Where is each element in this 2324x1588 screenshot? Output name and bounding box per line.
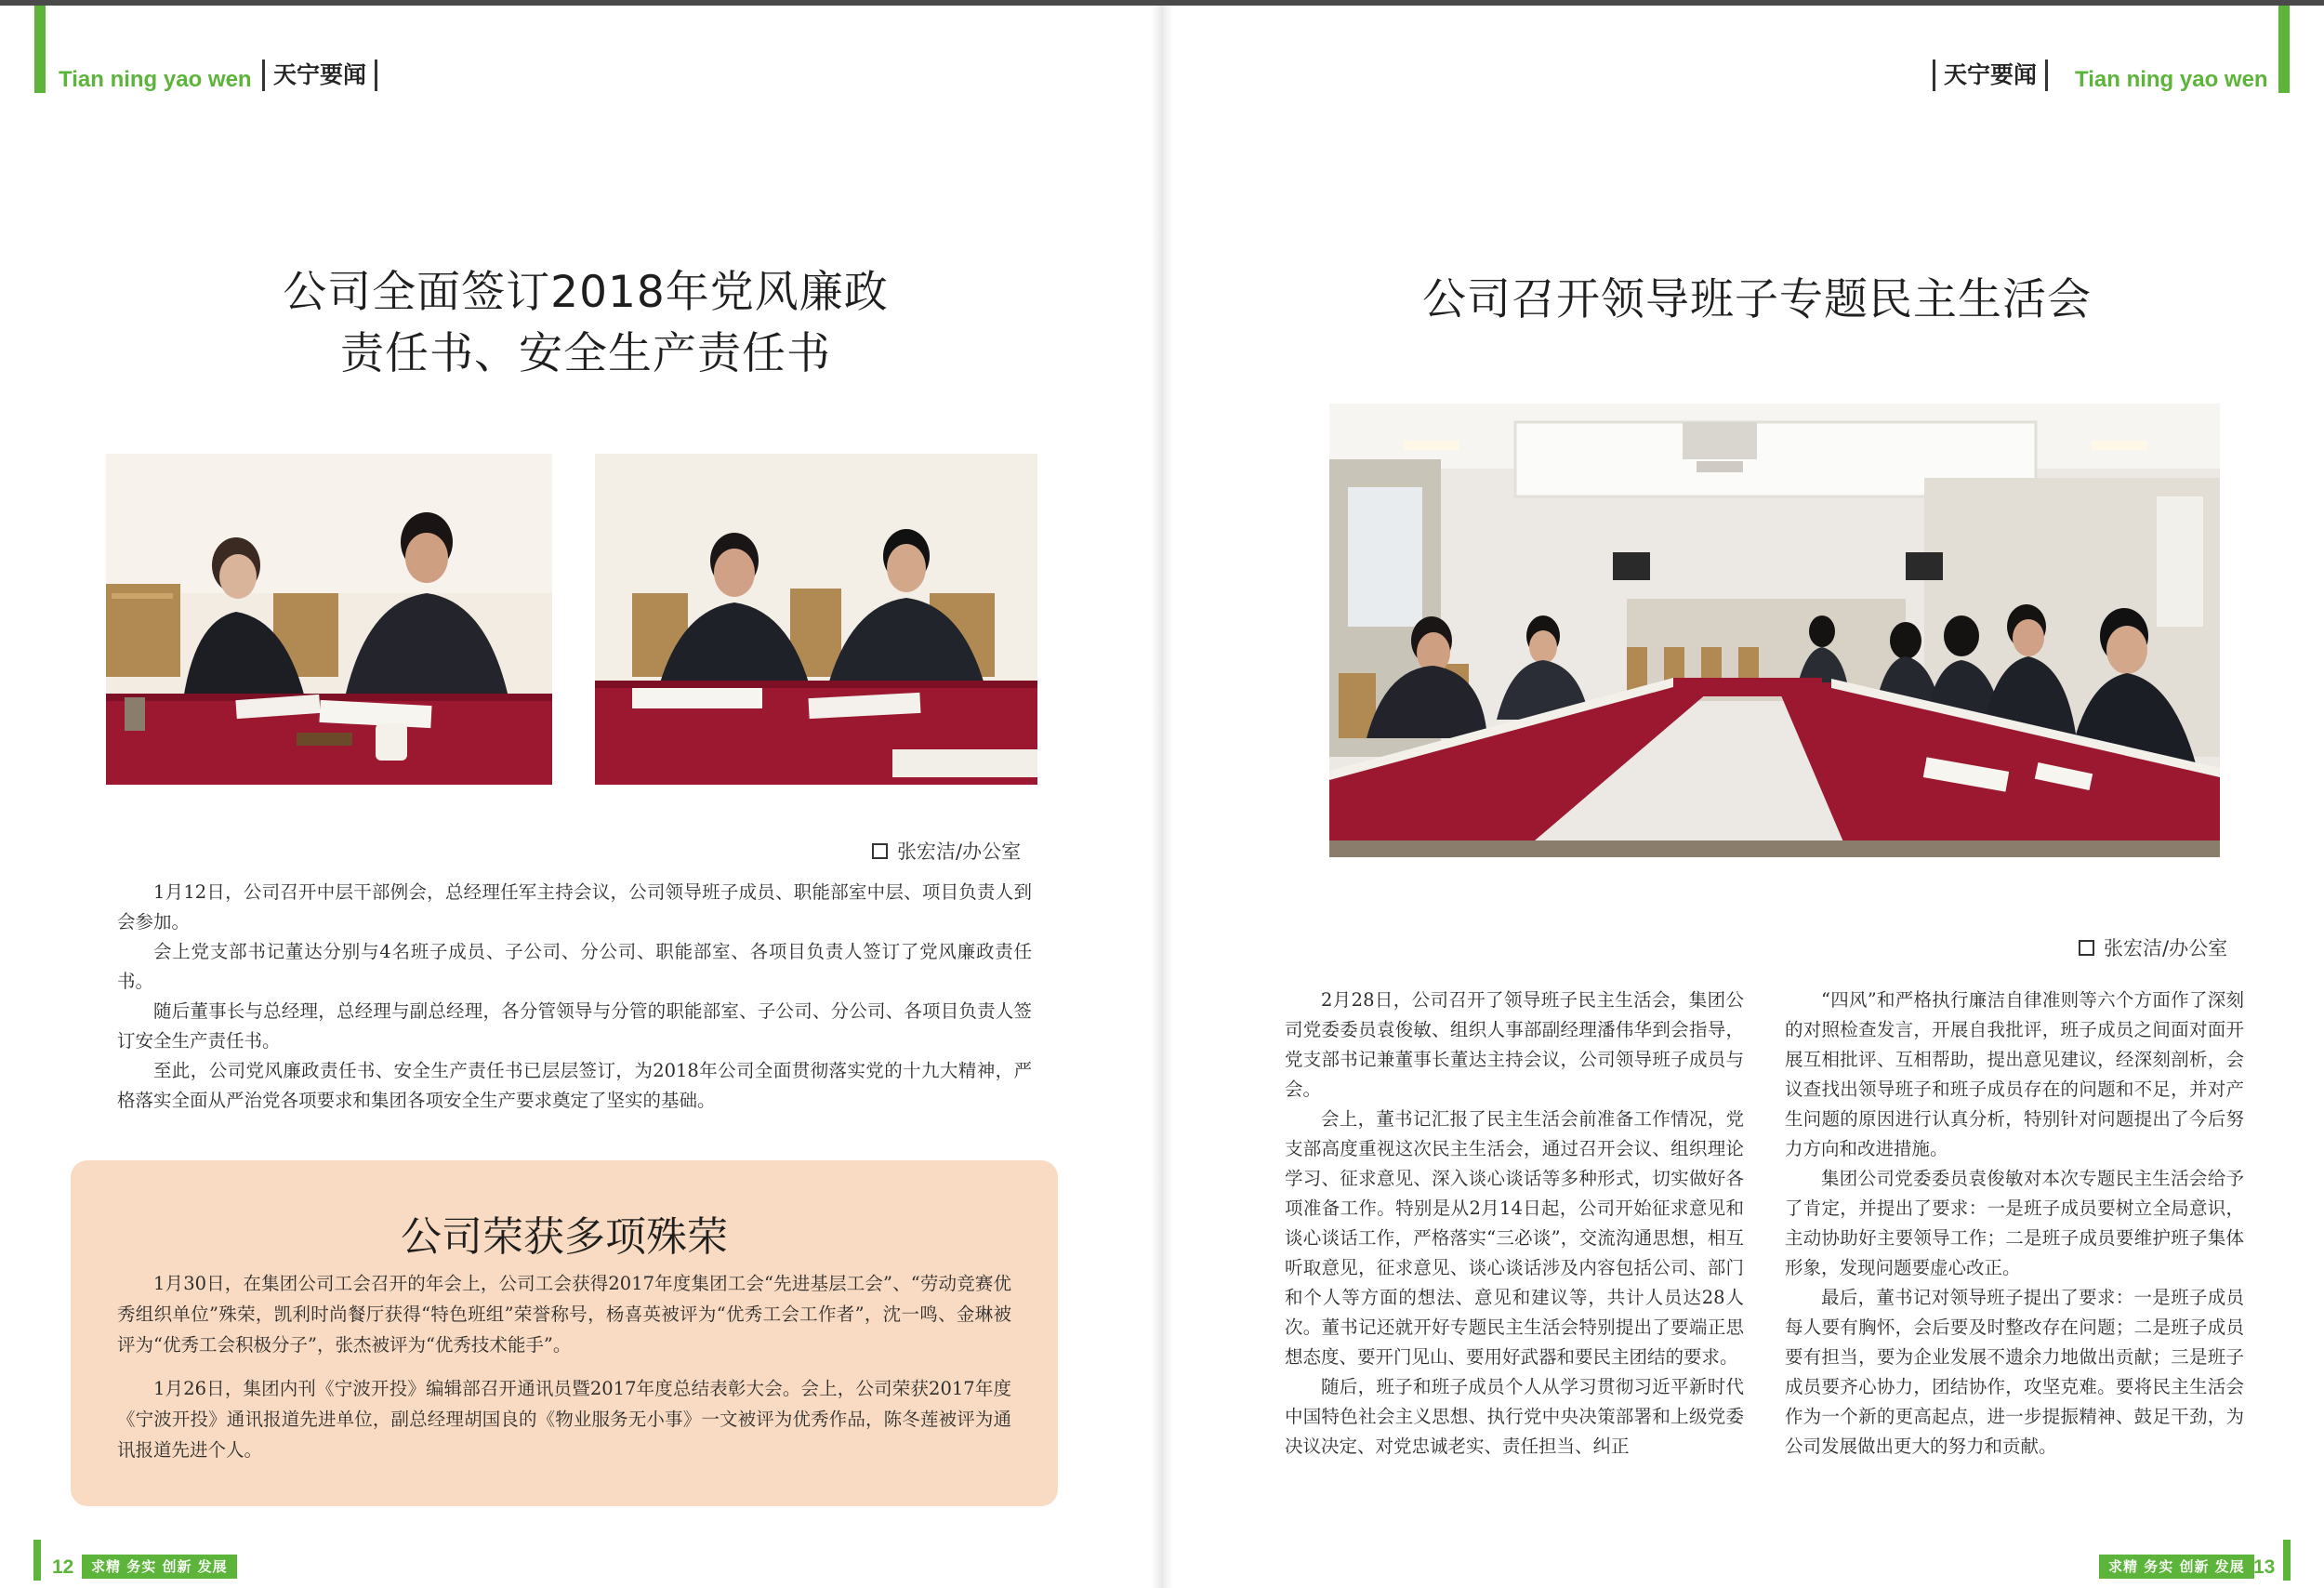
right-col2-para-1: “四风”和严格执行廉洁自律准则等六个方面作了深刻的对照检查发言，开展自我批评，班子成员之间面对面开展互相批评、互相帮助，提出意见建议，经深刻剖析，会议查找出领导班子和班子成员存在的问题和不足，并对产生问题的原因进行认真分析，特别针对问题提出了今后努力方向和改进措施。 [1785, 989, 2244, 1159]
right-article-col1 [1285, 986, 1744, 1462]
left-article-body [117, 878, 1032, 1116]
top-rule [0, 0, 2324, 6]
left-byline [872, 837, 1021, 865]
left-para-4: 至此，公司党风廉政责任书、安全生产责任书已层层签订，为2018年公司全面贯彻落实党的十九大精神，严格落实全面从严治党各项要求和集团各项安全生产要求奠定了坚实的基础。 [117, 1060, 1032, 1111]
left-title-line2: 责任书、安全生产责任书 [340, 328, 831, 379]
left-page-number: 12 [52, 1556, 74, 1578]
left-byline-text: 张宏洁/办公室 [897, 840, 1022, 863]
page-gutter [1151, 0, 1173, 1588]
left-para-2: 会上党支部书记董达分别与4名班子成员、子公司、分公司、职能部室、各项目负责人签订了党风廉政责任书。 [117, 941, 1032, 992]
left-para-1: 1月12日，公司召开中层干部例会，总经理任军主持会议，公司领导班子成员、职能部室中层、项目负责人到会参加。 [117, 881, 1032, 933]
honor-para-2: 1月26日，集团内刊《宁波开投》编辑部召开通讯员暨2017年度总结表彰大会。会上，公司荣获2017年度《宁波开投》通讯报道先进单位，副总经理胡国良的《物业服务无小事》一文被评为优秀作品，陈冬莲被评为通讯报道先进个人。 [117, 1378, 1011, 1461]
left-photo-2 [595, 454, 1037, 785]
left-header-en: Tian ning yao wen [59, 67, 252, 92]
left-para-3: 随后董事长与总经理，总经理与副总经理，各分管领导与分管的职能部室、子公司、分公司、各项目负责人签订安全生产责任书。 [117, 1000, 1032, 1052]
signing-photo-1 [106, 454, 552, 785]
right-col1-para-2: 会上，董书记汇报了民主生活会前准备工作情况，党支部高度重视这次民主生活会，通过召开会议、组织理论学习、征求意见、深入谈心谈话等多种形式，切实做好各项准备工作。特别是从2月14日起，公司开始征求意见和谈心谈话工作，严格落实“三必谈”，交流沟通思想，相互听取意见，征求意见、谈心谈话涉及内容包括公司、部门和个人等方面的想法、意见和建议等，共计人员达28人次。董书记还就开好专题民主生活会特别提出了要端正思想态度、要开门见山、要用好武器和要民主团结的要求。 [1285, 1108, 1744, 1368]
honor-para-1: 1月30日，在集团公司工会召开的年会上，公司工会获得2017年度集团工会“先进基层工会”、“劳动竞赛优秀组织单位”殊荣，凯利时尚餐厅获得“特色班组”荣誉称号，杨喜英被评为“优秀工会工作者”，沈一鸣、金琳被评为“优秀工会积极分子”，张杰被评为“优秀技术能手”。 [117, 1273, 1011, 1356]
right-header-cn: 天宁要闻 [1933, 60, 2048, 91]
left-header-cn: 天宁要闻 [262, 60, 377, 91]
right-col1-para-1: 2月28日，公司召开了领导班子民主生活会，集团公司党委委员袁俊敏、组织人事部副经理潘伟华到会指导，党支部书记兼董事长董达主持会议，公司领导班子成员与会。 [1285, 989, 1744, 1100]
right-footer-slogan: 求精 务实 创新 发展 [2099, 1555, 2254, 1579]
meeting-room-photo [1329, 404, 2220, 857]
right-col2-para-2: 集团公司党委委员袁俊敏对本次专题民主生活会给予了肯定，并提出了要求：一是班子成员要树立全局意识，主动协助好主要领导工作；二是班子成员要维护班子集体形象，发现问题要虚心改正。 [1785, 1168, 2244, 1278]
honor-body [117, 1268, 1011, 1478]
left-title-line1: 公司全面签订2018年党风廉政 [283, 267, 889, 318]
left-photo-1 [106, 454, 552, 785]
right-footer-bar [2283, 1540, 2291, 1581]
honor-box [71, 1160, 1058, 1506]
left-footer-slogan: 求精 务实 创新 发展 [82, 1555, 237, 1579]
right-byline-text: 张宏洁/办公室 [2104, 937, 2228, 959]
left-footer-bar [33, 1540, 41, 1581]
byline-square-icon [2079, 940, 2094, 956]
right-col1-para-3: 随后，班子和班子成员个人从学习贯彻习近平新时代中国特色社会主义思想、执行党中央决策部署和上级党委决议决定、对党忠诚老实、责任担当、纠正 [1285, 1376, 1744, 1457]
right-article-col2 [1785, 986, 2244, 1462]
right-page-number: 13 [2253, 1556, 2276, 1578]
signing-photo-2 [595, 454, 1037, 785]
right-header-bar [2278, 6, 2290, 93]
honor-title: 公司荣获多项殊荣 [401, 1213, 728, 1261]
right-article-title: 公司召开领导班子专题民主生活会 [1422, 274, 2092, 325]
right-col2-para-3: 最后，董书记对领导班子提出了要求：一是班子成员每人要有胸怀，会后要及时整改存在问题；二是班子成员要有担当，要为企业发展不遗余力地做出贡献；三是班子成员要齐心协力，团结协作，攻坚克难。要将民主生活会作为一个新的更高起点，进一步提振精神、鼓足干劲，为公司发展做出更大的努力和贡献。 [1785, 1287, 2244, 1457]
left-article-title [167, 262, 1004, 385]
right-byline [2079, 933, 2227, 961]
right-photo [1329, 404, 2220, 857]
left-header-bar [34, 6, 46, 93]
byline-square-icon [872, 843, 888, 859]
right-header-en: Tian ning yao wen [2075, 67, 2268, 92]
